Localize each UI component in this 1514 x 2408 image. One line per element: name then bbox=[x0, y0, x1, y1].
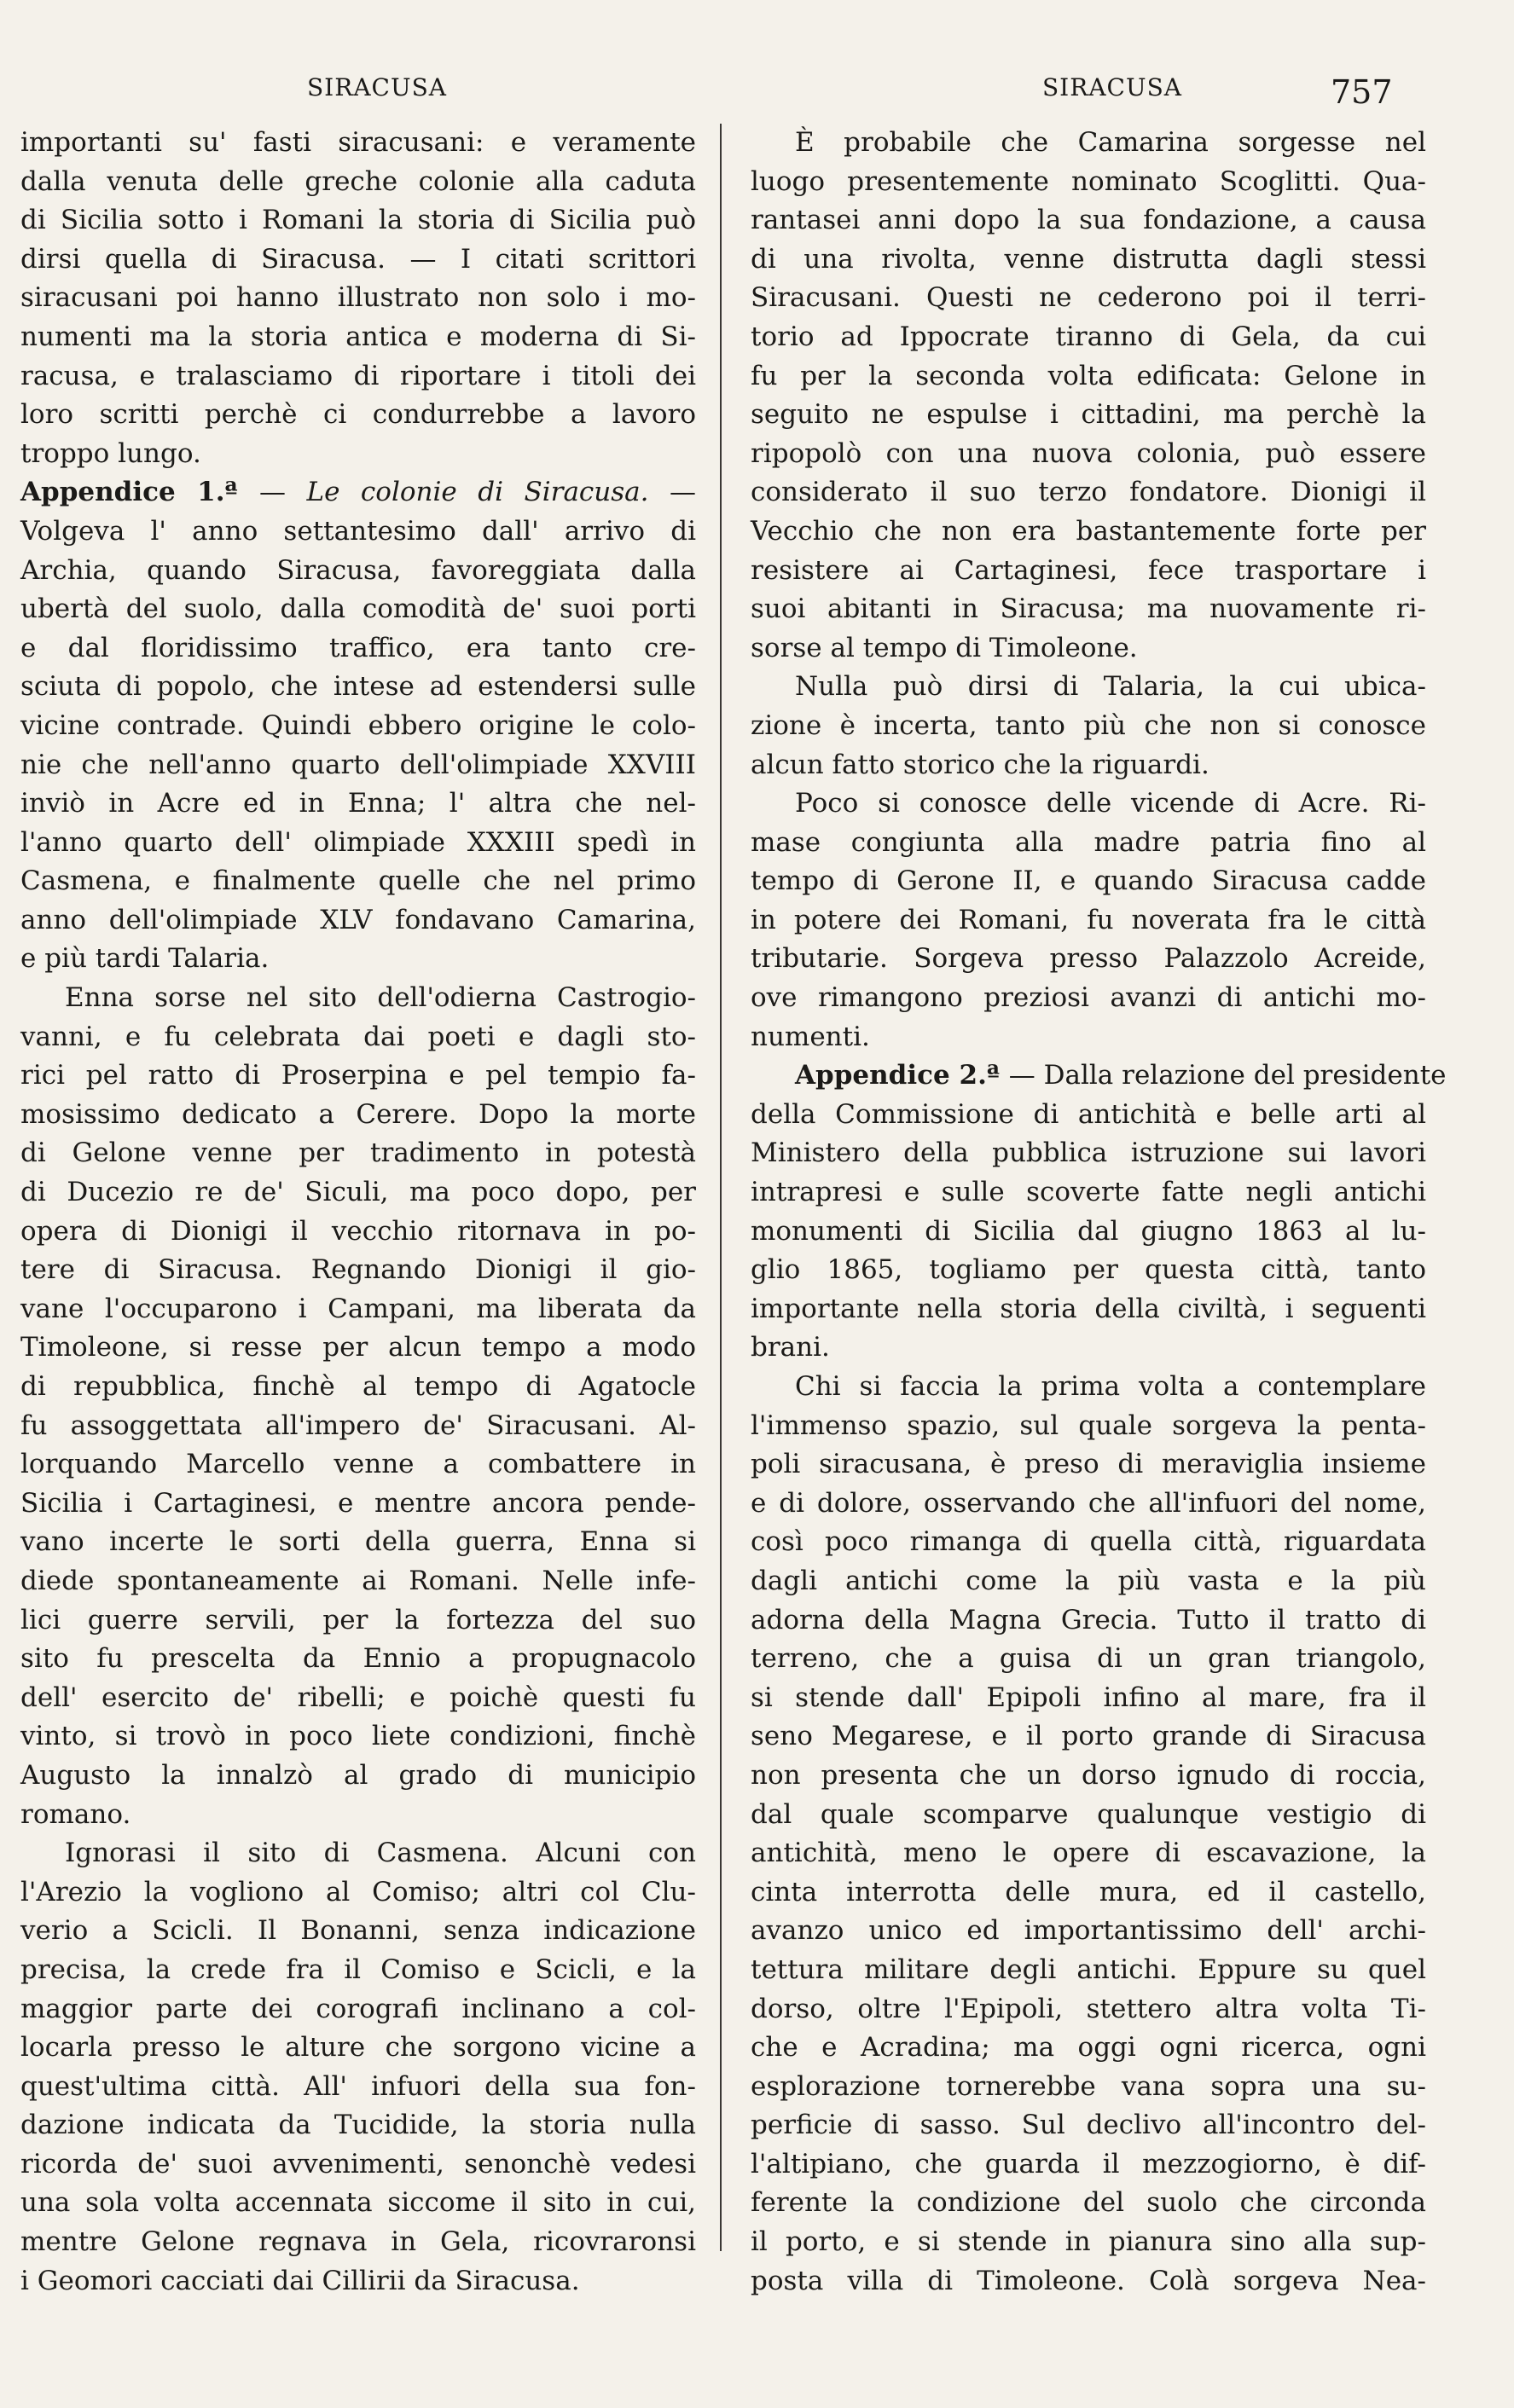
text-line: resistere ai Cartaginesi, fece trasportare i bbox=[751, 554, 1426, 586]
text-line: sito fu prescelta da Ennio a propugnacolo bbox=[20, 1643, 696, 1675]
text-line: ove rimangono preziosi avanzi di antichi mo- bbox=[751, 982, 1426, 1014]
text-line: zione è incerta, tanto più che non si conosce bbox=[751, 709, 1426, 741]
text-line: fu per la seconda volta edificata: Gelone in bbox=[751, 360, 1426, 391]
text-line: diede spontaneamente ai Romani. Nelle infe- bbox=[20, 1565, 696, 1596]
text-line: ferente la condizione del suolo che circonda bbox=[751, 2187, 1426, 2219]
text-line: sorse al tempo di Timoleone. bbox=[751, 632, 1138, 663]
text-line: troppo lungo. bbox=[20, 437, 201, 469]
text-line: della Commissione di antichità e belle arti al bbox=[751, 1098, 1426, 1130]
right-column bbox=[751, 124, 1447, 2301]
text-line: poli siracusana, è preso di meraviglia insieme bbox=[751, 1449, 1426, 1480]
text-line: l'Arezio la vogliono al Comiso; altri col Clu- bbox=[20, 1876, 696, 1907]
text-line: vicine contrade. Quindi ebbero origine le colo- bbox=[20, 709, 696, 741]
text-line: importanti su' fasti siracusani: e veramente bbox=[20, 127, 696, 158]
text-line: locarla presso le alture che sorgono vicine a bbox=[20, 2032, 696, 2064]
text-line: suoi abitanti in Siracusa; ma nuovamente ri- bbox=[751, 593, 1426, 625]
text-line: di Gelone venne per tradimento in potestà bbox=[20, 1137, 696, 1169]
text-line: Appendice 1.ª — Le colonie di Siracusa. — bbox=[20, 477, 696, 508]
text-line: Ignorasi il sito di Casmena. Alcuni con bbox=[65, 1838, 696, 1869]
text-line: vane l'occuparono i Campani, ma liberata da bbox=[20, 1293, 696, 1324]
text-line: seguito ne espulse i cittadini, ma perchè la bbox=[751, 399, 1426, 431]
text-line: tempo di Gerone II, e quando Siracusa cadde bbox=[751, 865, 1426, 897]
text-line: tere di Siracusa. Regnando Dionigi il gio- bbox=[20, 1254, 696, 1286]
text-line: sciuta di popolo, che intese ad estendersi sulle bbox=[20, 671, 696, 703]
text-line: racusa, e tralasciamo di riportare i titoli dei bbox=[20, 360, 696, 391]
text-line: di repubblica, finchè al tempo di Agatocle bbox=[20, 1371, 696, 1402]
text-line: intrapresi e sulle scoverte fatte negli antichi bbox=[751, 1177, 1426, 1208]
text-line: dirsi quella di Siracusa. — I citati scrittori bbox=[20, 243, 696, 275]
text-line: numenti. bbox=[751, 1021, 870, 1052]
text-line: antichità, meno le opere di escavazione, la bbox=[751, 1838, 1426, 1869]
text-line: fu assoggettata all'impero de' Siracusani. Al- bbox=[20, 1409, 696, 1441]
text-line: che e Acradina; ma oggi ogni ricerca, ogni bbox=[751, 2032, 1426, 2064]
text-line: Appendice 2.ª — Dalla relazione del presidente bbox=[795, 1060, 1447, 1091]
text-line: maggior parte dei corografi inclinano a col- bbox=[20, 1993, 696, 2024]
text-line: dazione indicata da Tucidide, la storia nulla bbox=[20, 2110, 696, 2141]
text-line: vano incerte le sorti della guerra, Enna si bbox=[20, 1526, 696, 1558]
text-line: Vecchio che non era bastantemente forte per bbox=[751, 515, 1426, 547]
text-line: così poco rimanga di quella città, riguardata bbox=[751, 1526, 1426, 1558]
text-line: Poco si conosce delle vicende di Acre. Ri- bbox=[795, 788, 1426, 819]
text-line: seno Megarese, e il porto grande di Siracusa bbox=[751, 1721, 1426, 1752]
text-line: loro scritti perchè ci condurrebbe a lavoro bbox=[20, 399, 696, 431]
text-line: i Geomori cacciati dai Cillirii da Siracusa. bbox=[20, 2265, 580, 2296]
text-line: numenti ma la storia antica e moderna di Si- bbox=[20, 321, 696, 352]
text-line: ripopolò con una nuova colonia, può essere bbox=[751, 437, 1426, 469]
running-header-right: SIRACUSA bbox=[1042, 73, 1182, 101]
text-line: inviò in Acre ed in Enna; l' altra che nel- bbox=[20, 788, 696, 819]
text-line: tributarie. Sorgeva presso Palazzolo Acreide, bbox=[751, 943, 1426, 975]
text-line: dagli antichi come la più vasta e la più bbox=[751, 1565, 1426, 1596]
text-line: cinta interrotta delle mura, ed il castello, bbox=[751, 1876, 1426, 1907]
left-column bbox=[20, 124, 696, 2301]
text-line: dalla venuta delle greche colonie alla caduta bbox=[20, 165, 696, 197]
text-line: esplorazione tornerebbe vana sopra una su- bbox=[751, 2070, 1426, 2102]
column-divider bbox=[720, 124, 722, 2251]
text-line: tettura militare degli antichi. Eppure su quel bbox=[751, 1954, 1426, 1985]
text-line: mentre Gelone regnava in Gela, ricovraronsi bbox=[20, 2226, 696, 2258]
page-number: 757 bbox=[1331, 73, 1393, 111]
text-line: romano. bbox=[20, 1798, 131, 1830]
text-line: opera di Dionigi il vecchio ritornava in po- bbox=[20, 1215, 696, 1247]
text-line: si stende dall' Epipoli infino al mare, fra il bbox=[751, 1682, 1426, 1713]
text-line: terreno, che a guisa di un gran triangolo, bbox=[751, 1643, 1426, 1675]
text-line: vinto, si trovò in poco liete condizioni, finchè bbox=[20, 1721, 696, 1752]
text-line: vanni, e fu celebrata dai poeti e dagli sto- bbox=[20, 1021, 696, 1052]
text-line: una sola volta accennata siccome il sito in cui, bbox=[20, 2187, 696, 2219]
text-line: dal quale scomparve qualunque vestigio di bbox=[751, 1798, 1426, 1830]
text-line: adorna della Magna Grecia. Tutto il tratto di bbox=[751, 1604, 1426, 1635]
text-line: rantasei anni dopo la sua fondazione, a causa bbox=[751, 205, 1426, 236]
text-line: nie che nell'anno quarto dell'olimpiade XXVIII bbox=[20, 749, 696, 780]
text-line: mosissimo dedicato a Cerere. Dopo la morte bbox=[20, 1098, 696, 1130]
text-line: Chi si faccia la prima volta a contemplare bbox=[795, 1371, 1426, 1402]
text-line: quest'ultima città. All' infuori della sua fon- bbox=[20, 2070, 696, 2102]
text-line: lorquando Marcello venne a combattere in bbox=[20, 1449, 696, 1480]
text-line: perficie di sasso. Sul declivo all'incontro del- bbox=[751, 2110, 1426, 2141]
text-line: Sicilia i Cartaginesi, e mentre ancora pende- bbox=[20, 1487, 696, 1519]
text-line: l'immenso spazio, sul quale sorgeva la penta- bbox=[751, 1409, 1426, 1441]
text-line: Casmena, e finalmente quelle che nel primo bbox=[20, 865, 696, 897]
text-line: e dal floridissimo traffico, era tanto cre- bbox=[20, 632, 696, 663]
text-line: in potere dei Romani, fu noverata fra le città bbox=[751, 904, 1426, 935]
text-line: Augusto la innalzò al grado di municipio bbox=[20, 1759, 696, 1791]
text-line: di Sicilia sotto i Romani la storia di Sicilia può bbox=[20, 205, 696, 236]
text-line: rici pel ratto di Proserpina e pel tempio fa- bbox=[20, 1060, 696, 1091]
text-line: dorso, oltre l'Epipoli, stettero altra volta Ti- bbox=[751, 1993, 1426, 2024]
running-header-left: SIRACUSA bbox=[307, 73, 447, 101]
text-line: monumenti di Sicilia dal giugno 1863 al lu- bbox=[751, 1215, 1426, 1247]
text-line: lici guerre servili, per la fortezza del suo bbox=[20, 1604, 696, 1635]
text-line: ubertà del suolo, dalla comodità de' suoi porti bbox=[20, 593, 696, 625]
text-line: Volgeva l' anno settantesimo dall' arrivo di bbox=[20, 515, 696, 547]
text-line: torio ad Ippocrate tiranno di Gela, da cui bbox=[751, 321, 1426, 352]
text-line: il porto, e si stende in pianura sino alla sup- bbox=[751, 2226, 1426, 2258]
text-line: luogo presentemente nominato Scoglitti. Qua- bbox=[751, 165, 1426, 197]
text-line: di Ducezio re de' Siculi, ma poco dopo, per bbox=[20, 1177, 696, 1208]
text-line: considerato il suo terzo fondatore. Dionigi il bbox=[751, 477, 1426, 508]
text-line: alcun fatto storico che la riguardi. bbox=[751, 749, 1209, 780]
text-line: glio 1865, togliamo per questa città, tanto bbox=[751, 1254, 1426, 1286]
text-line: e di dolore, osservando che all'infuori del nome, bbox=[751, 1487, 1426, 1519]
text-line: posta villa di Timoleone. Colà sorgeva Nea- bbox=[751, 2265, 1426, 2296]
text-line: dell' esercito de' ribelli; e poichè questi fu bbox=[20, 1682, 696, 1713]
text-line: Timoleone, si resse per alcun tempo a modo bbox=[20, 1332, 696, 1363]
text-line: siracusani poi hanno illustrato non solo i mo- bbox=[20, 282, 696, 314]
text-line: avanzo unico ed importantissimo dell' archi- bbox=[751, 1915, 1426, 1947]
text-line: mase congiunta alla madre patria fino al bbox=[751, 826, 1426, 858]
text-line: Siracusani. Questi ne cederono poi il terri- bbox=[751, 282, 1426, 314]
text-line: anno dell'olimpiade XLV fondavano Camarina, bbox=[20, 904, 696, 935]
text-line: Archia, quando Siracusa, favoreggiata dalla bbox=[20, 554, 696, 586]
text-line: importante nella storia della civiltà, i seguenti bbox=[751, 1293, 1426, 1324]
text-line: Ministero della pubblica istruzione sui lavori bbox=[751, 1137, 1426, 1169]
text-line: Nulla può dirsi di Talaria, la cui ubica- bbox=[795, 671, 1426, 703]
text-line: Enna sorse nel sito dell'odierna Castrogio- bbox=[65, 982, 696, 1014]
text-line: l'altipiano, che guarda il mezzogiorno, è dif- bbox=[751, 2148, 1426, 2179]
text-line: e più tardi Talaria. bbox=[20, 943, 270, 975]
text-line: È probabile che Camarina sorgesse nel bbox=[795, 127, 1426, 158]
text-line: verio a Scicli. Il Bonanni, senza indicazione bbox=[20, 1915, 696, 1947]
text-line: brani. bbox=[751, 1332, 830, 1363]
text-line: di una rivolta, venne distrutta dagli stessi bbox=[751, 243, 1426, 275]
text-line: precisa, la crede fra il Comiso e Scicli, e la bbox=[20, 1954, 696, 1985]
text-line: l'anno quarto dell' olimpiade XXXIII spedì in bbox=[20, 826, 696, 858]
text-line: ricorda de' suoi avvenimenti, senonchè vedesi bbox=[20, 2148, 696, 2179]
text-line: non presenta che un dorso ignudo di roccia, bbox=[751, 1759, 1426, 1791]
